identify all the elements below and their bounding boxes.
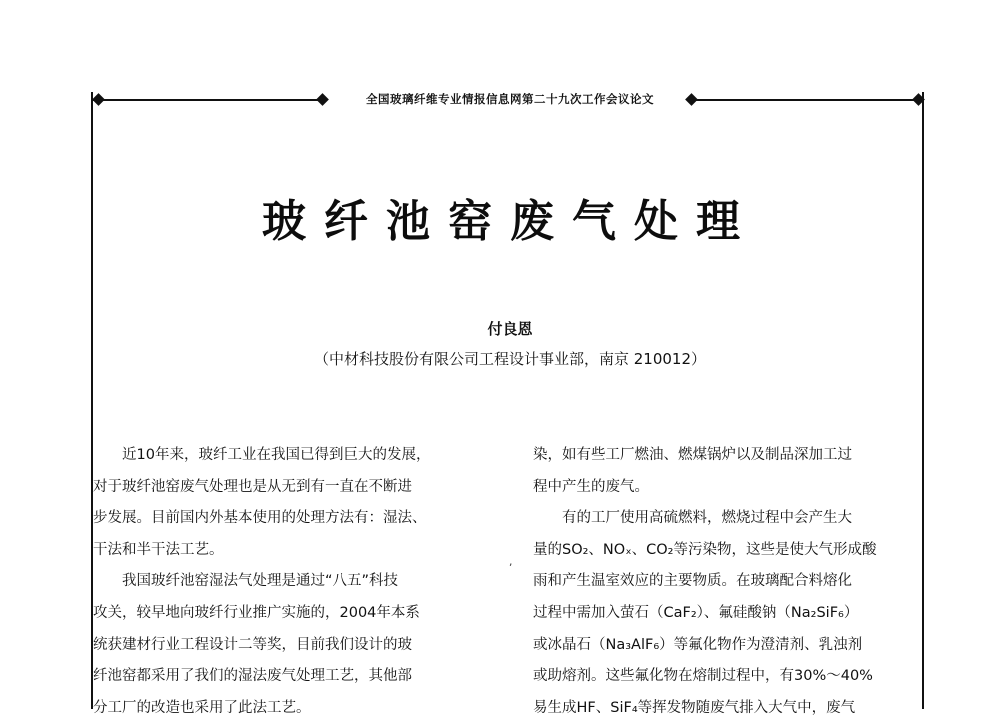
- text-line: 步发展。目前国内外基本使用的处理方法有：湿法、: [93, 510, 427, 527]
- diamond-ornament: [316, 93, 329, 106]
- text-line: 纤池窑都采用了我们的湿法废气处理工艺，其他部: [93, 668, 412, 685]
- text-line: 我国玻纤池窑湿法气处理是通过“八五”科技: [122, 573, 399, 590]
- header-rule-left: [91, 99, 323, 101]
- text-line: 分工厂的改造也采用了此法工艺。: [93, 699, 311, 716]
- text-line: 攻关，较早地向玻纤行业推广实施的，2004年本系: [93, 604, 420, 621]
- header-rule-right: [690, 99, 924, 101]
- text-line: 量的SO₂、NOₓ、CO₂等污染物，这些是使大气形成酸: [533, 541, 877, 558]
- text-line: 统获建材行业工程设计二等奖，目前我们设计的玻: [93, 636, 412, 653]
- text-line: 近10年来，玻纤工业在我国已得到巨大的发展，: [122, 447, 431, 463]
- text-line: 过程中需加入萤石（CaF₂）、氟硅酸钠（Na₂SiF₆）: [533, 604, 859, 621]
- text-line: 易生成HF、SiF₄等挥发物随废气排入大气中，废气: [533, 699, 856, 716]
- paper-title: 玻纤池窑废气处理: [262, 196, 758, 247]
- text-line: 或助熔剂。这些氟化物在熔制过程中，有30%～40%: [533, 668, 873, 685]
- stray-mark: ’: [509, 563, 513, 574]
- text-line: 对于玻纤池窑废气处理也是从无到有一直在不断进: [93, 478, 412, 495]
- running-header: 全国玻璃纤维专业情报信息网第二十九次工作会议论文: [366, 92, 654, 106]
- text-line: 雨和产生温室效应的主要物质。在玻璃配合料熔化: [533, 573, 852, 590]
- text-line: 干法和半干法工艺。: [93, 541, 224, 558]
- text-line: 程中产生的废气。: [533, 478, 649, 495]
- diamond-ornament: [685, 93, 698, 106]
- text-line: 染，如有些工厂燃油、燃煤锅炉以及制品深加工过: [533, 447, 852, 463]
- text-line: 或冰晶石（Na₃AlF₆）等氟化物作为澄清剂、乳浊剂: [533, 636, 863, 653]
- left-column: [93, 440, 493, 724]
- author-name: 付良恩: [487, 320, 533, 338]
- author-affiliation: （中材科技股份有限公司工程设计事业部，南京 210012）: [313, 350, 707, 368]
- diamond-ornament: [92, 93, 105, 106]
- text-line: 有的工厂使用高硫燃料，燃烧过程中会产生大: [562, 510, 852, 527]
- right-column: [533, 440, 923, 724]
